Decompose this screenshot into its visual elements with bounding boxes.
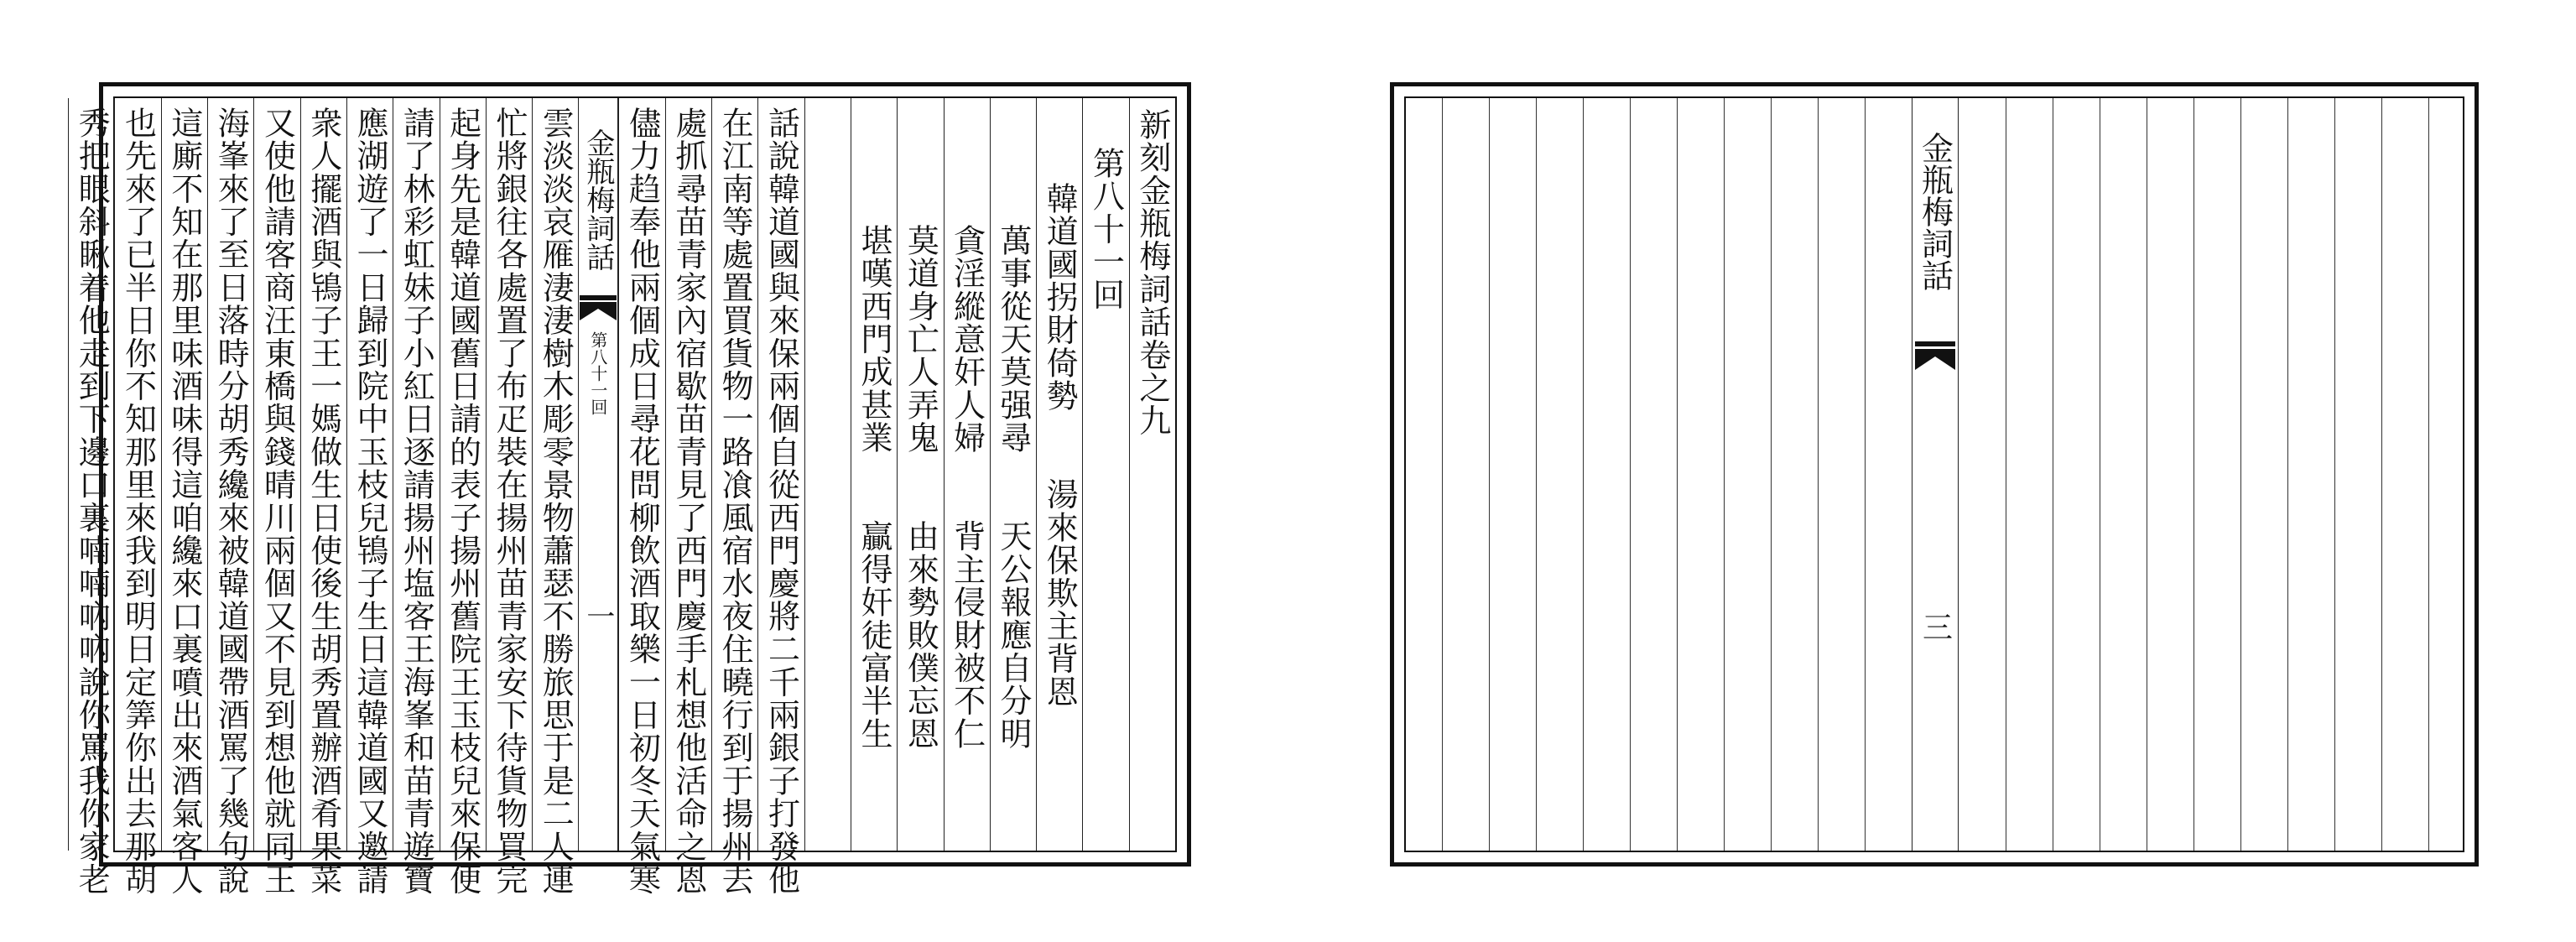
header-column xyxy=(851,98,897,851)
text-column-text: 又使他請客商汪東橋與錢晴川兩個又不見到想他就同王 xyxy=(258,107,296,896)
header-column xyxy=(897,98,943,851)
header-column-text: 莫道身亡人弄鬼 由來勢敗僕忘恩 xyxy=(902,224,939,751)
page-number: 一 xyxy=(580,601,615,630)
column-rule xyxy=(1677,98,1678,851)
column-rule xyxy=(1583,98,1584,851)
column-rule xyxy=(2428,98,2429,851)
text-column xyxy=(440,98,486,896)
header-column-text: 韓道國拐財倚勢 湯來保欺主背恩 xyxy=(1041,182,1079,709)
column-rule xyxy=(2240,98,2241,851)
gutter-chapter: 第八十一回 xyxy=(587,331,608,415)
column-rule xyxy=(1771,98,1772,851)
right-page-frame xyxy=(1404,96,2464,852)
text-column xyxy=(711,98,757,896)
header-column xyxy=(990,98,1036,851)
text-column-text: 秀把眼斜瞅着他走到下邊口裏喃喃吶吶說你罵我你家老 xyxy=(73,107,111,896)
text-column xyxy=(207,98,253,896)
text-column xyxy=(161,98,207,896)
header-column xyxy=(804,98,851,851)
text-column-text: 應湖遊了一日歸到院中玉枝兒鴇子生日這韓道國又邀請 xyxy=(351,107,389,896)
text-column-text: 儘力趋奉他兩個成日尋花問柳飲酒取樂一日初冬天氣寒 xyxy=(623,107,661,896)
text-column xyxy=(68,98,114,896)
gutter-title: 金瓶梅詞話 xyxy=(580,128,615,271)
column-rule xyxy=(1724,98,1725,851)
header-column xyxy=(944,98,990,851)
text-column-text: 雲淡淡哀雁淒淒樹木彫零景物蕭瑟不勝旅思于是二人連 xyxy=(537,107,575,896)
gutter-title: 金瓶梅詞話 xyxy=(1916,132,1954,291)
center-gutter xyxy=(1912,98,1959,851)
column-rule xyxy=(1630,98,1631,851)
column-rule xyxy=(2381,98,2382,851)
header-column-text: 堪嘆西門成甚業 贏得奸徒富半生 xyxy=(856,224,893,751)
header-column-text: 貪淫縱意奸人婦 背主侵財被不仁 xyxy=(948,224,986,751)
column-rule xyxy=(1536,98,1537,851)
text-column xyxy=(253,98,299,896)
column-rule xyxy=(1442,98,1443,851)
text-column-text: 起身先是韓道國舊日請的表子揚州舊院王玉枝兒來保便 xyxy=(444,107,481,896)
text-column-text: 處抓尋苗青家內宿歇苗青見了西門慶手札想他活命之恩 xyxy=(669,107,707,896)
header-column xyxy=(1036,98,1082,851)
text-column-text: 話說韓道國與來保兩個自從西門慶將二千兩銀子打發他 xyxy=(762,107,800,896)
text-column-text: 在江南等處置買貨物一路飡風宿水夜住曉行到于揚州去 xyxy=(716,107,754,896)
column-rule xyxy=(1818,98,1819,851)
left-page xyxy=(73,82,1191,896)
text-column xyxy=(757,98,804,896)
text-column xyxy=(532,98,578,896)
column-rule xyxy=(1865,98,1866,851)
header-column-text: 第八十一回 xyxy=(1087,147,1125,311)
text-column xyxy=(486,98,532,896)
center-gutter xyxy=(578,98,618,851)
right-page xyxy=(1390,82,2479,867)
header-column xyxy=(1129,98,1175,851)
text-column-text: 請了林彩虹妹子小紅日逐請揚州塩客王海峯和苗青遊寶 xyxy=(398,107,435,896)
column-rule xyxy=(2334,98,2335,851)
text-column xyxy=(393,98,439,896)
page-number: 三 xyxy=(1918,612,1953,642)
text-column-text: 這廝不知在那里味酒味得這咱纔來口裏噴出來酒氣客人 xyxy=(165,107,203,896)
text-column xyxy=(114,98,160,896)
text-column xyxy=(618,98,664,896)
text-column-text: 海峯來了至日落時分胡秀纔來被韓道國帶酒罵了幾句說 xyxy=(212,107,250,896)
column-rule xyxy=(1489,98,1490,851)
text-column xyxy=(665,98,711,896)
header-column-text: 新刻金瓶梅詞話卷之九 xyxy=(1133,108,1171,437)
text-column-text: 忙將銀往各處置了布疋裝在揚州苗青家安下待貨物買完 xyxy=(490,107,528,896)
text-column-text: 也先來了已半日你不知那里來我到明日定筭你出去那胡 xyxy=(119,107,157,896)
left-page-frame xyxy=(73,96,1177,896)
header-column xyxy=(1082,98,1128,851)
header-column-text: 萬事從天莫强尋 天公報應自分明 xyxy=(994,224,1032,751)
text-column xyxy=(346,98,393,896)
text-column xyxy=(300,98,346,896)
column-rule xyxy=(2287,98,2288,851)
text-column-text: 衆人擺酒與鴇子王一媽做生日使後生胡秀置辦酒肴果菜 xyxy=(304,107,342,896)
